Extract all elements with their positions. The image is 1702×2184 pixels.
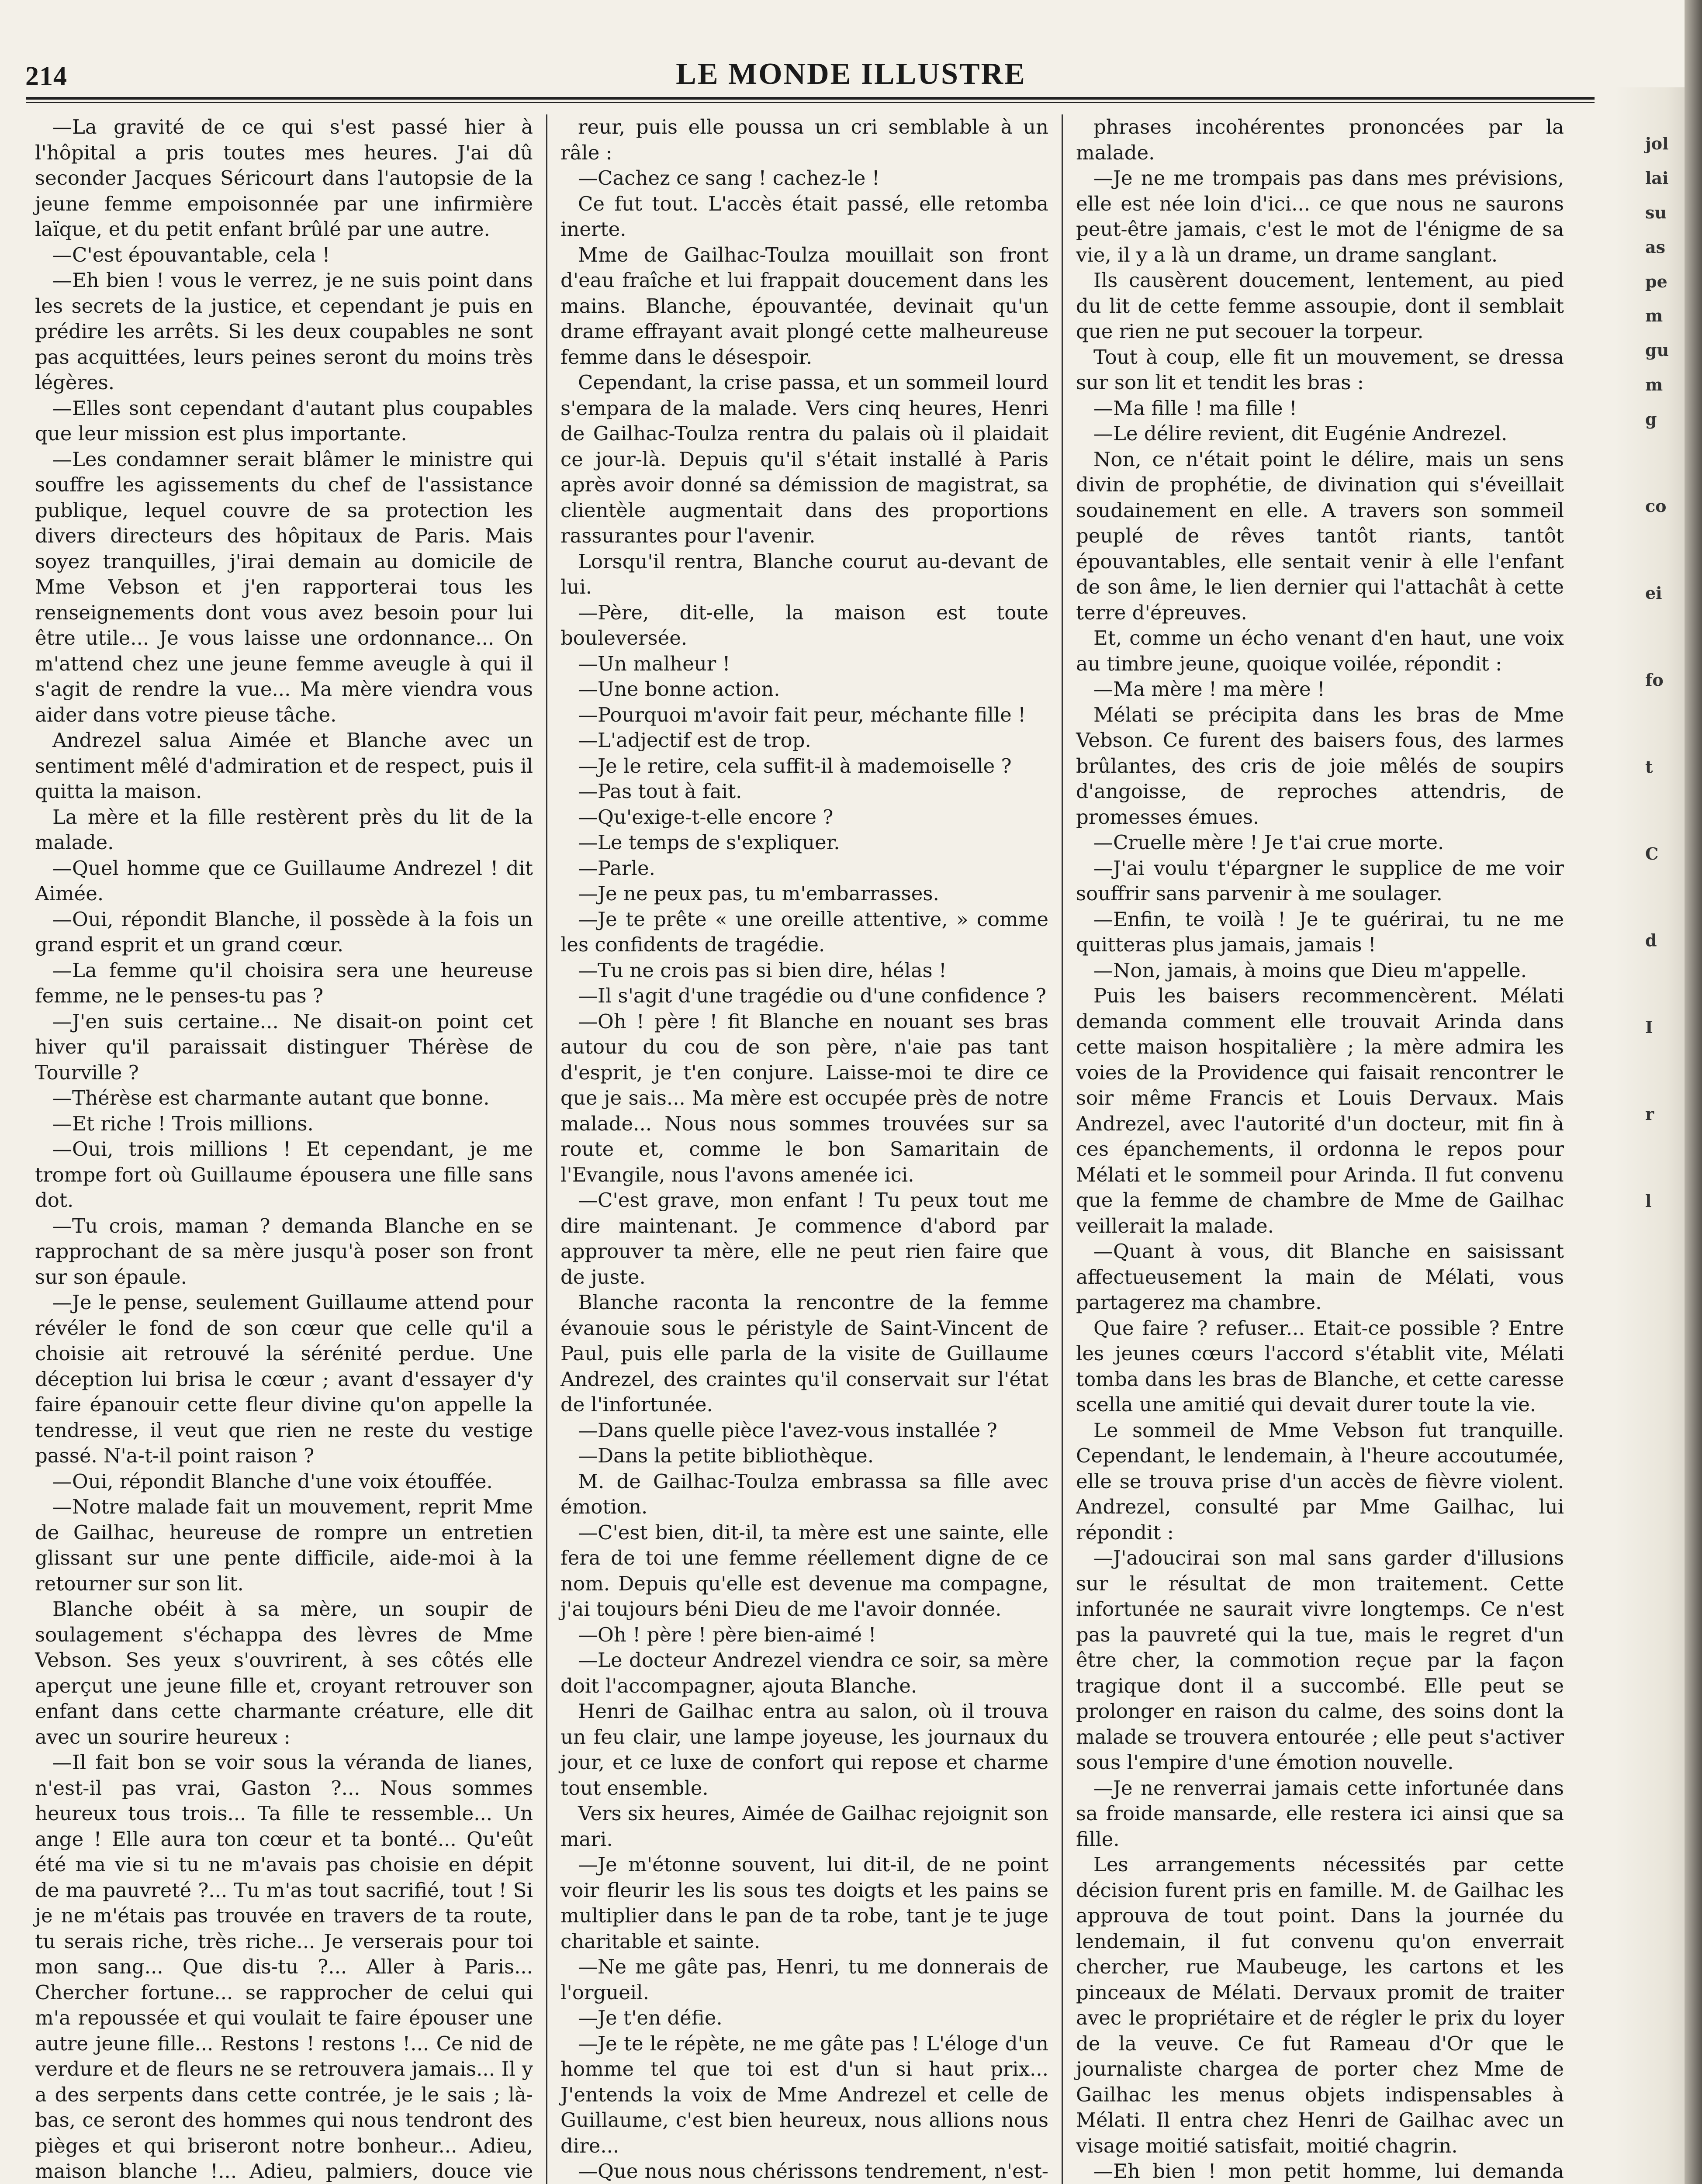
paragraph: —Quel homme que ce Guillaume Andrezel ! dit Aimée. — [35, 856, 533, 905]
paragraph: Mme de Gailhac-Toulza mouillait son front d'eau fraîche et lui frappait doucement dans les mains. Blanche, épouvantée, devinait qu'un drame effrayant avait plongé cette malheureuse femme dans le désespoir. — [560, 243, 1048, 369]
paragraph: —Oh ! père ! père bien-aimé ! — [578, 1623, 876, 1646]
column-3 — [1062, 114, 1577, 2184]
paragraph: Blanche obéit à sa mère, un soupir de soulagement s'échappa des lèvres de Mme Vebson. Ses yeux s'ouvrirent, à ses côtés elle aperçut une jeune fille et, croyant retrouver son enfant dans cette charmante créature, elle dit avec un sourire heureux : — [35, 1597, 533, 1749]
paragraph: —Oui, répondit Blanche, il possède à la fois un grand esprit et un grand cœur. — [35, 907, 533, 956]
paragraph: —Ma fille ! ma fille ! — [1093, 396, 1297, 420]
paragraph: —Il fait bon se voir sous la véranda de lianes, n'est-il pas vrai, Gaston ?... Nous sommes heureux tous trois... Ta fille te ressemble... Un ange ! Elle aura ton cœur et ta bonté... Qu'eût été ma vie si tu ne m'avais pas choisie en dépit de ma pauvreté ?... Tu m'as tout sacrifié, tout ! Si je ne m'étais pas trouvée en travers de ta route, tu serais riche, très riche... Je verserais pour toi mon sang... Que dis-tu ?... Aller à Paris... Chercher fortune... se rapprocher de celui qui m'a repoussée et qui voulait te faire épouser une autre jeune fille... Restons ! restons !... Ce nid de verdure et de fleurs ne se retrouvera jamais... Il y a des serpents dans cette contrée, je le sais ; là-bas, ce seront des hommes qui nous tendront des pièges et qui briseront notre bonheur... Adieu, maison blanche !... Adieu, palmiers, douce vie — [35, 1751, 533, 2183]
paragraph: Mélati se précipita dans les bras de Mme Vebson. Ce furent des baisers fous, des larmes brûlantes, des cris de joie mêlés de soupirs d'angoisse, de reproches attendris, de promesses émues. — [1076, 703, 1564, 829]
paragraph: —Pourquoi m'avoir fait peur, méchante fille ! — [578, 703, 1026, 726]
paragraph: —Cruelle mère ! Je t'ai crue morte. — [1093, 831, 1444, 854]
paragraph: —Je te le répète, ne me gâte pas ! L'éloge d'un homme tel que toi est d'un si haut prix... J'entends la voix de Mme Andrezel et celle de Guillaume, c'est bien heureux, nous allions nous dire... — [560, 2032, 1048, 2157]
binding-edge — [1685, 0, 1702, 2184]
paragraph: Andrezel salua Aimée et Blanche avec un sentiment mêlé d'admiration et de respect, puis il quitta la maison. — [35, 729, 533, 803]
paragraph: —C'est bien, dit-il, ta mère est une sainte, elle fera de toi une femme réellement digne de ce nom. Depuis qu'elle est devenue ma compagne, j'ai toujours béni Dieu de me l'avoir donnée. — [560, 1521, 1048, 1621]
adjacent-fragment: gu — [1645, 340, 1669, 360]
paragraph: —Thérèse est charmante autant que bonne. — [52, 1086, 490, 1109]
paragraph: —Je ne peux pas, tu m'embarrasses. — [578, 882, 939, 905]
adjacent-fragment: pe — [1645, 271, 1667, 291]
paragraph: La mère et la fille restèrent près du lit de la malade. — [35, 805, 533, 854]
paragraph: —Je te prête « une oreille attentive, » comme les confidents de tragédie. — [560, 907, 1048, 956]
paragraph: —Je le pense, seulement Guillaume attend pour révéler le fond de son cœur que celle qu'il a choisie ait retrouvé la sérénité perdue. Une déception lui brisa le cœur ; avant d'essayer d'y faire épanouir cette fleur divine qu'on appelle la tendresse, il veut que rien ne reste du vestige passé. N'a-t-il point raison ? — [35, 1291, 533, 1467]
paragraph: —Une bonne action. — [578, 677, 780, 701]
adjacent-fragment: lai — [1645, 168, 1669, 188]
paragraph: —Enfin, te voilà ! Je te guérirai, tu ne me quitteras plus jamais, jamais ! — [1076, 907, 1564, 956]
paragraph: phrases incohérentes prononcées par la malade. — [1076, 115, 1564, 164]
adjacent-fragment: g — [1645, 409, 1657, 429]
paragraph: —C'est grave, mon enfant ! Tu peux tout me dire maintenant. Je commence d'abord par approuver ta mère, elle ne peut rien faire que de juste. — [560, 1189, 1048, 1289]
paragraph: Blanche raconta la rencontre de la femme évanouie sous le péristyle de Saint-Vincent de Paul, puis elle parla de la visite de Guillaume Andrezel, des craintes qu'il conservait sur l'état de l'infortunée. — [560, 1291, 1048, 1416]
paragraph: —Notre malade fait un mouvement, reprit Mme de Gailhac, heureuse de rompre un entretien glissant sur une pente difficile, aide-moi à la retourner sur son lit. — [35, 1495, 533, 1595]
adjacent-fragment: as — [1645, 237, 1666, 257]
adjacent-fragment: fo — [1645, 670, 1664, 690]
adjacent-fragment: d — [1645, 930, 1657, 950]
paragraph: Cependant, la crise passa, et un sommeil lourd s'empara de la malade. Vers cinq heures, Henri de Gailhac-Toulza rentra du palais où il plaidait ce jour-là. Depuis qu'il s'était installé à Paris après avoir donné sa démission de magistrat, sa clientèle augmentait dans des proportions rassurantes pour l'avenir. — [560, 371, 1048, 547]
adjacent-fragment: r — [1645, 1104, 1654, 1124]
paragraph: —Parle. — [578, 856, 655, 880]
paragraph: —Je ne renverrai jamais cette infortunée dans sa froide mansarde, elle restera ici ainsi que sa fille. — [1076, 1776, 1564, 1851]
adjacent-fragment: jol — [1645, 134, 1669, 153]
paragraph: —Tu ne crois pas si bien dire, hélas ! — [578, 958, 947, 982]
paragraph: Que faire ? refuser... Etait-ce possible ? Entre les jeunes cœurs l'accord s'établit vite, Mélati tomba dans les bras de Blanche, et cette caresse scella une amitié qui devait durer toute la vie. — [1076, 1316, 1564, 1416]
paragraph: —Et riche ! Trois millions. — [52, 1112, 314, 1135]
adjacent-fragment: su — [1645, 202, 1667, 222]
adjacent-fragment: C — [1645, 843, 1659, 864]
paragraph: Les arrangements nécessités par cette décision furent pris en famille. M. de Gailhac les approuva de tout point. Dans la journée du lendemain, il fut convenu qu'on enverrait chercher, rue Maubeuge, les cartons et les pinceaux de Mélati. Dervaux promit de traiter avec le propriétaire et de régler le prix du loyer de la veuve. Ce fut Rameau d'Or que le journaliste chargea de porter chez Mme de Gailhac les menus objets indispensables à Mélati. Il entra chez Henri de Gailhac avec un visage moitié satisfait, moitié chagrin. — [1076, 1853, 1564, 2157]
paragraph: —Il s'agit d'une tragédie ou d'une confidence ? — [578, 984, 1046, 1007]
paragraph: —Pas tout à fait. — [578, 780, 742, 803]
paragraph: Non, ce n'était point le délire, mais un sens divin de prophétie, de divination qui s'éveillait soudainement en elle. A travers son sommeil peuplé de rêves tantôt riants, tantôt épouvantables, elle sentait venir à elle l'enfant de son âme, le lien dernier qui l'attachât à cette terre d'épreuves. — [1076, 447, 1564, 624]
paragraph: Le sommeil de Mme Vebson fut tranquille. Cependant, le lendemain, à l'heure accoutumée, elle se trouva prise d'un accès de fièvre violent. Andrezel, consulté par Mme Gailhac, lui répondit : — [1076, 1418, 1564, 1544]
column-1 — [31, 114, 546, 2184]
running-title: LE MONDE ILLUSTRE — [676, 57, 1026, 91]
column-2 — [546, 114, 1062, 2184]
paragraph: —Ma mère ! ma mère ! — [1093, 677, 1325, 701]
paragraph: —Cachez ce sang ! cachez-le ! — [578, 166, 880, 190]
paragraph: —C'est épouvantable, cela ! — [52, 243, 330, 266]
paragraph: —Le délire revient, dit Eugénie Andrezel. — [1093, 422, 1508, 445]
paragraph: —Ne me gâte pas, Henri, tu me donnerais de l'orgueil. — [560, 1955, 1048, 2004]
adjacent-fragment: m — [1645, 375, 1663, 395]
paragraph: —Un malheur ! — [578, 652, 730, 675]
paragraph: M. de Gailhac-Toulza embrassa sa fille avec émotion. — [560, 1469, 1048, 1518]
paragraph: —Oh ! père ! fit Blanche en nouant ses bras autour du cou de son père, n'aie pas tant d'esprit, je t'en conjure. Laisse-moi te dire ce que je sais... Ma mère est occupée près de notre malade... Nous nous sommes trouvées sur sa route et, comme le bon Samaritain de l'Evangile, nous l'avons amenée ici. — [560, 1009, 1048, 1186]
paragraph: Henri de Gailhac entra au salon, où il trouva un feu clair, une lampe joyeuse, les journaux du jour, et ce luxe de confort qui repose et charme tout ensemble. — [560, 1700, 1048, 1800]
paragraph: Vers six heures, Aimée de Gailhac rejoignit son mari. — [560, 1802, 1048, 1851]
paragraph: —Les condamner serait blâmer le ministre qui souffre les agissements du chef de l'assistance publique, lequel couvre de sa protection les divers directeurs des hôpitaux de Paris. Mais soyez tranquilles, j'irai demain au domicile de Mme Vebson et j'en rapporterai tous les renseignements dont vous avez besoin pour lui être utile... Je vous laisse une ordonnance... On m'attend chez une jeune femme aveugle à qui il s'agit de rendre la vue... Ma mère viendra vous aider dans votre pieuse tâche. — [35, 447, 533, 726]
paragraph: reur, puis elle poussa un cri semblable à un râle : — [560, 115, 1048, 164]
header-rule — [26, 97, 1595, 103]
paragraph: —Je m'étonne souvent, lui dit-il, de ne point voir fleurir les lis sous tes doigts et les pains se multiplier dans le pan de ta robe, tant je te juge charitable et sainte. — [560, 1853, 1048, 1953]
paragraph: —Le temps de s'expliquer. — [578, 831, 840, 854]
paragraph: Et, comme un écho venant d'en haut, une voix au timbre jeune, quoique voilée, répondit : — [1076, 626, 1564, 675]
article-columns — [31, 114, 1599, 2184]
paragraph: —J'ai voulu t'épargner le supplice de me voir souffrir sans parvenir à me soulager. — [1076, 856, 1564, 905]
paragraph: —Elles sont cependant d'autant plus coupables que leur mission est plus importante. — [35, 396, 533, 445]
paragraph: —Eh bien ! vous le verrez, je ne suis point dans les secrets de la justice, et cependant je puis en prédire les arrêts. Si les deux coupables ne sont pas acquittées, leurs peines seront du moins très légères. — [35, 269, 533, 394]
paragraph: —L'adjectif est de trop. — [578, 729, 811, 752]
adjacent-fragment: t — [1645, 757, 1653, 777]
paragraph: —Je le retire, cela suffit-il à mademoiselle ? — [578, 754, 1012, 778]
paragraph: Lorsqu'il rentra, Blanche courut au-devant de lui. — [560, 549, 1048, 598]
paragraph: —La femme qu'il choisira sera une heureuse femme, ne le penses-tu pas ? — [35, 958, 533, 1007]
page-number: 214 — [25, 62, 67, 91]
adjacent-fragment: I — [1645, 1017, 1653, 1037]
adjacent-fragment: m — [1645, 306, 1663, 326]
paragraph: —Le docteur Andrezel viendra ce soir, sa mère doit l'accompagner, ajouta Blanche. — [560, 1648, 1048, 1697]
paragraph: —Je ne me trompais pas dans mes prévisions, elle est née loin d'ici... ce que nous ne saurons peut-être jamais, c'est le mot de l'énigme de sa vie, il y a là un drame, un drame sanglant. — [1076, 166, 1564, 266]
paragraph: —Qu'exige-t-elle encore ? — [578, 805, 834, 829]
adjacent-fragment: l — [1645, 1191, 1652, 1211]
paragraph: —Tu crois, maman ? demanda Blanche en se rapprochant de sa mère jusqu'à poser son front sur son épaule. — [35, 1214, 533, 1289]
paragraph: —Que nous nous chérissons tendrement, n'est- — [578, 2160, 1048, 2183]
paragraph: —La gravité de ce qui s'est passé hier à l'hôpital a pris toutes mes heures. J'ai dû seconder Jacques Séricourt dans l'autopsie de la jeune femme empoisonnée par une infirmière laïque, et du petit enfant brûlé par une autre. — [35, 115, 533, 241]
paragraph: —J'adoucirai son mal sans garder d'illusions sur le résultat de mon traitement. Cette infortunée ne saurait vivre longtemps. Ce n'est pas la pauvreté qui la tue, mais le regret d'un être cher, la commotion reçue par la façon tragique dont il a succombé. Elle peut se prolonger en raison du calme, des soins dont la malade se trouvera entourée ; elle peut s'activer sous l'empire d'une émotion nouvelle. — [1076, 1546, 1564, 1774]
adjacent-fragment: ei — [1645, 583, 1662, 603]
paragraph: Ils causèrent doucement, lentement, au pied du lit de cette femme assoupie, dont il semblait que rien ne put secouer la torpeur. — [1076, 269, 1564, 343]
paragraph: Ce fut tout. L'accès était passé, elle retomba inerte. — [560, 192, 1048, 241]
paragraph: —Non, jamais, à moins que Dieu m'appelle. — [1093, 958, 1527, 982]
paragraph: —Oui, trois millions ! Et cependant, je me trompe fort où Guillaume épousera une fille sans dot. — [35, 1137, 533, 1212]
paragraph: —J'en suis certaine... Ne disait-on point cet hiver qu'il paraissait distinguer Thérèse de Tourville ? — [35, 1009, 533, 1084]
adjacent-fragment: co — [1645, 496, 1667, 516]
paragraph: —Quant à vous, dit Blanche en saisissant affectueusement la main de Mélati, vous partagerez ma chambre. — [1076, 1240, 1564, 1314]
paragraph: —Père, dit-elle, la maison est toute bouleversée. — [560, 601, 1048, 650]
paragraph: Tout à coup, elle fit un mouvement, se dressa sur son lit et tendit les bras : — [1076, 345, 1564, 394]
paragraph: Puis les baisers recommencèrent. Mélati demanda comment elle trouvait Arinda dans cette maison hospitalière ; la mère admira les voies de la Providence qui faisait rencontrer le soir même Francis et Louis Dervaux. Mais Andrezel, avec l'autorité d'un docteur, mit fin à ces épanchements, il ordonna le repos pour Mélati et le sommeil pour Arinda. Il fut convenu que la femme de chambre de Mme de Gailhac veillerait la malade. — [1076, 984, 1564, 1237]
paragraph: —Dans la petite bibliothèque. — [578, 1444, 874, 1467]
paragraph: —Oui, répondit Blanche d'une voix étouffée. — [52, 1469, 493, 1493]
paragraph: —Je t'en défie. — [578, 2006, 723, 2029]
paragraph: —Dans quelle pièce l'avez-vous installée ? — [578, 1418, 997, 1442]
paragraph: —Eh bien ! mon petit homme, lui demanda — [1093, 2160, 1564, 2183]
